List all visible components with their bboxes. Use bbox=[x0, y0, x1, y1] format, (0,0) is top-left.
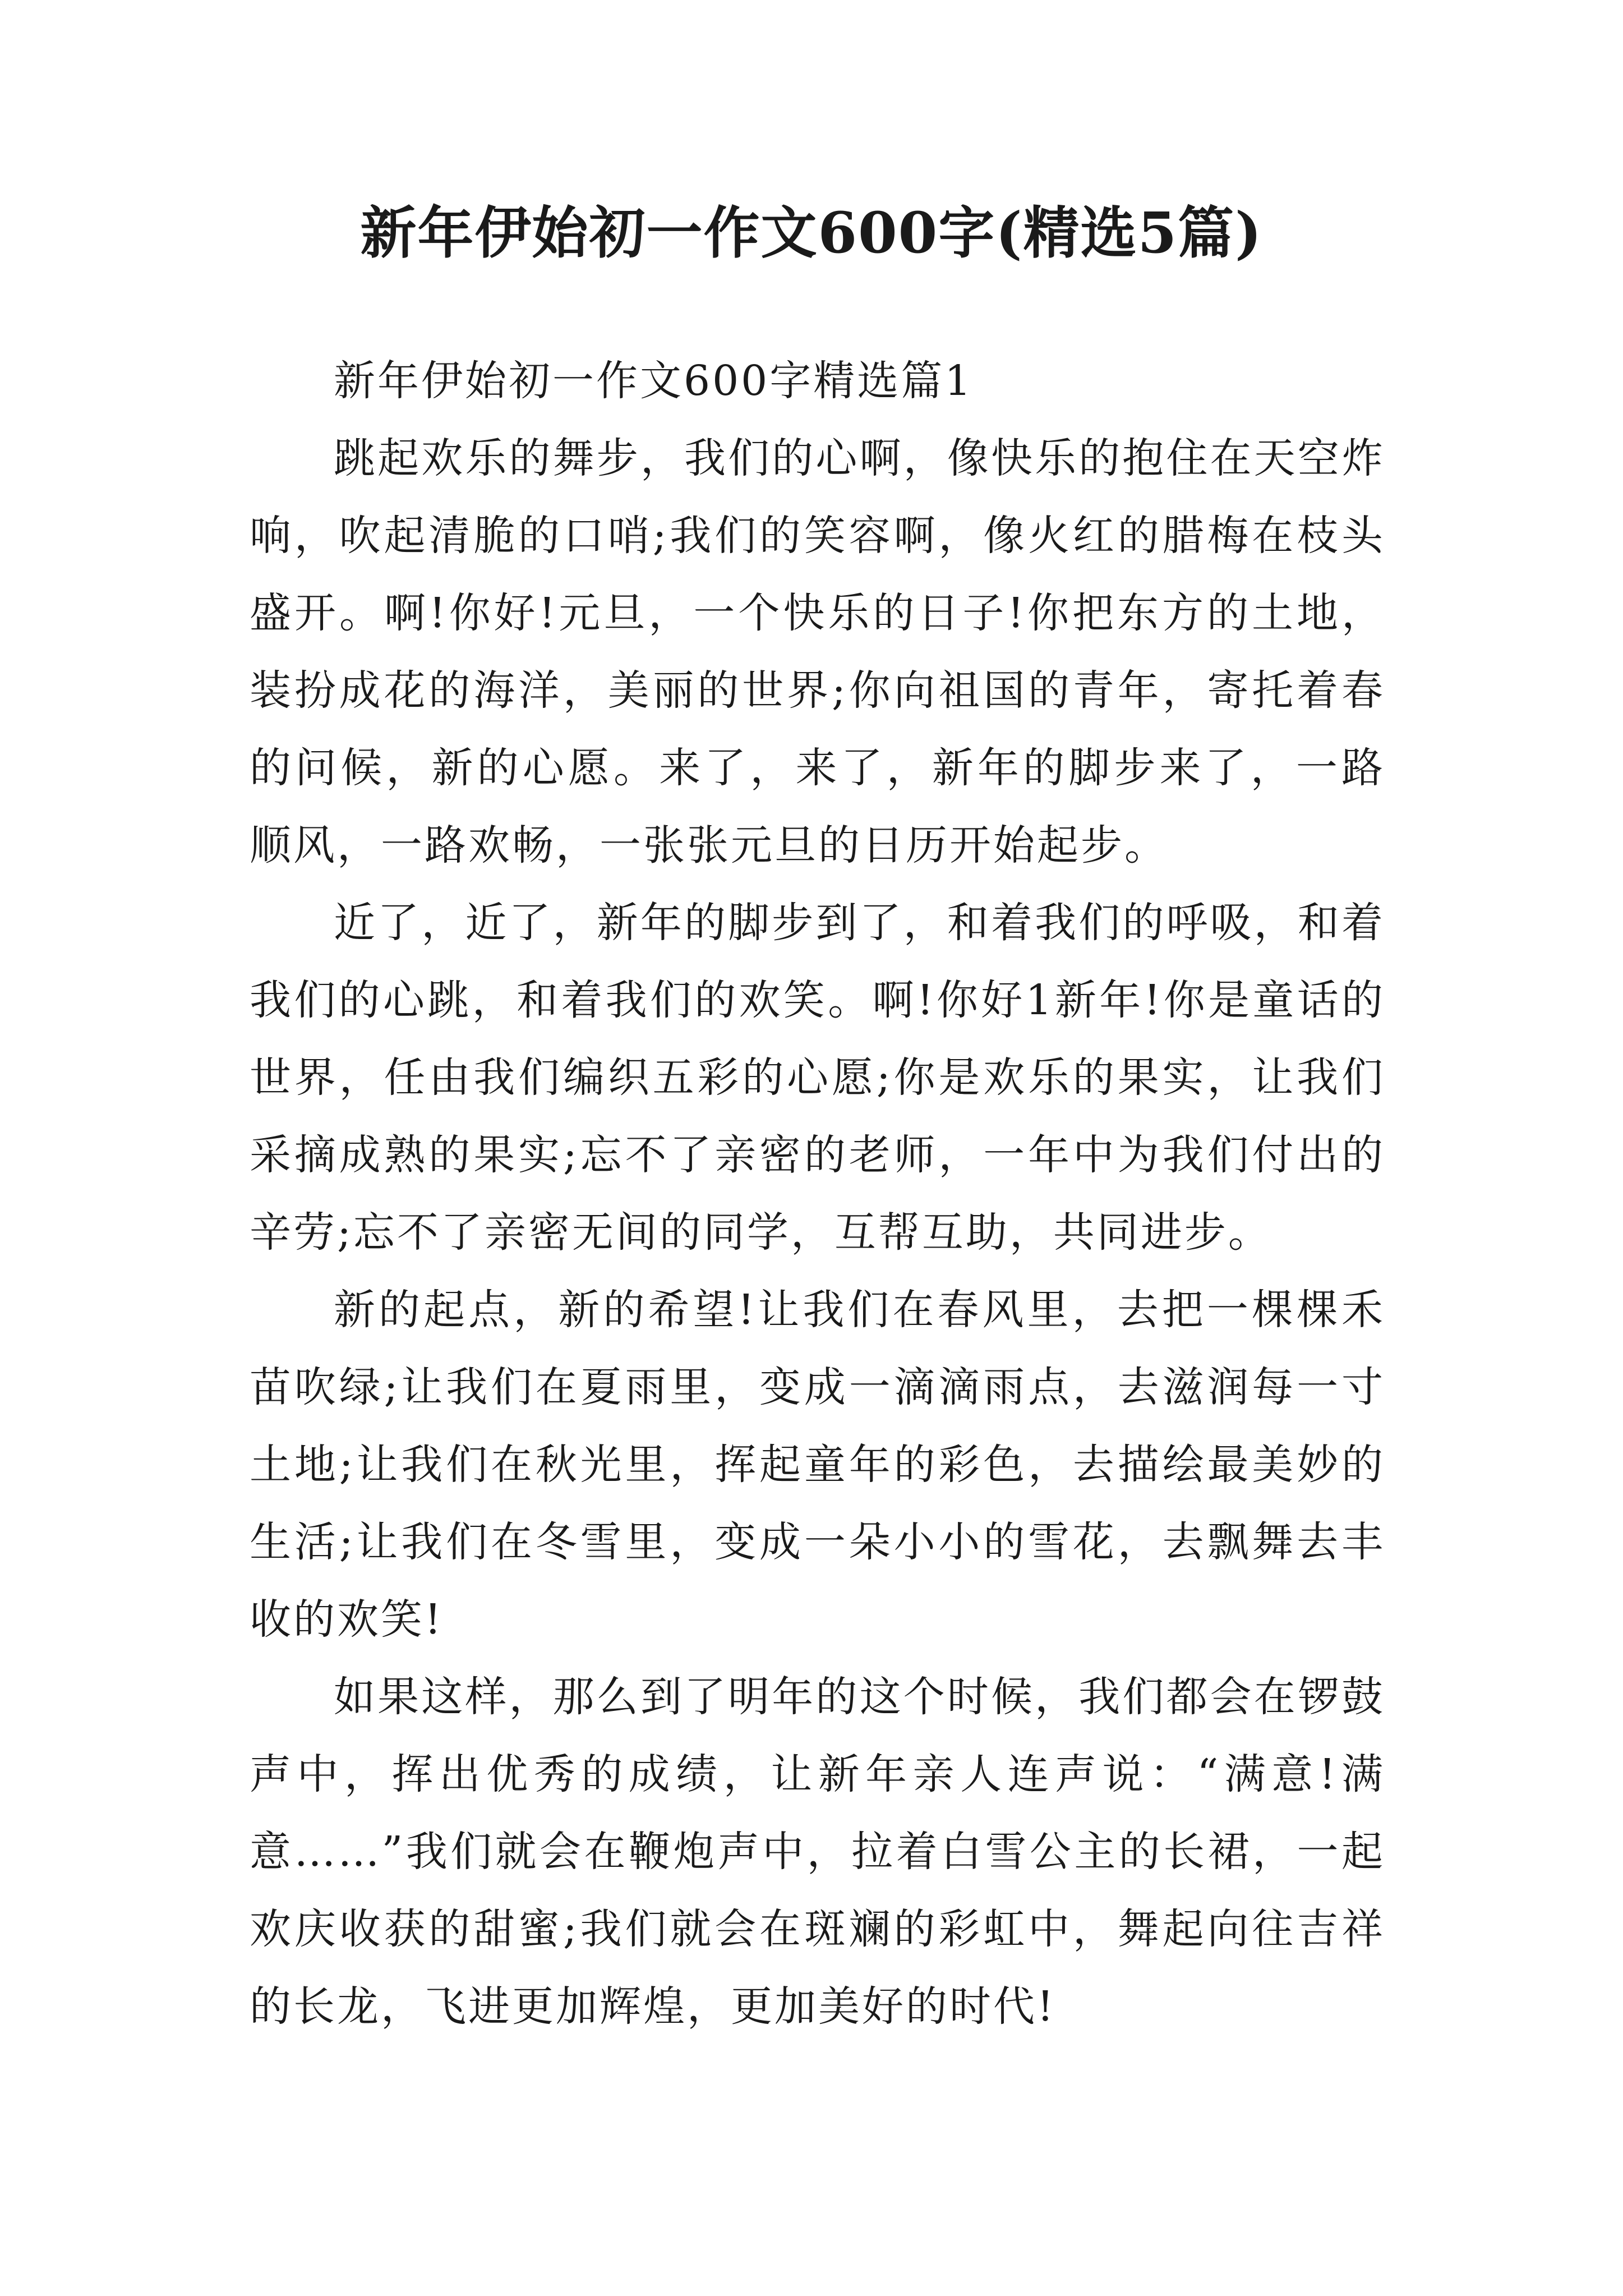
paragraph: 跳起欢乐的舞步，我们的心啊，像快乐的抱住在天空炸响，吹起清脆的口哨;我们的笑容啊，像火红的腊梅在枝头盛开。啊!你好!元旦，一个快乐的日子!你把东方的土地，装扮成花的海洋，美丽的世界;你向祖国的青年，寄托着春的问候，新的心愿。来了，来了，新年的脚步来了，一路顺风，一路欢畅，一张张元旦的日历开始起步。 bbox=[250, 434, 1385, 869]
paragraph: 近了，近了，新年的脚步到了，和着我们的呼吸，和着我们的心跳，和着我们的欢笑。啊!你好1新年!你是童话的世界，任由我们编织五彩的心愿;你是欢乐的果实，让我们采摘成熟的果实;忘不了亲密的老师，一年中为我们付出的辛劳;忘不了亲密无间的同学，互帮互助，共同进步。 bbox=[250, 899, 1385, 1257]
document-body bbox=[250, 342, 1385, 2045]
section-heading: 新年伊始初一作文600字精选篇1 bbox=[334, 357, 974, 405]
paragraph: 如果这样，那么到了明年的这个时候，我们都会在锣鼓声中，挥出优秀的成绩，让新年亲人连声说：“满意!满意……”我们就会在鞭炮声中，拉着白雪公主的长裙，一起欢庆收获的甜蜜;我们就会在斑斓的彩虹中，舞起向往吉祥的长龙，飞进更加辉煌，更加美好的时代! bbox=[250, 1673, 1385, 2031]
document-title: 新年伊始初一作文600字(精选5篇) bbox=[360, 200, 1263, 266]
paragraph: 新的起点，新的希望!让我们在春风里，去把一棵棵禾苗吹绿;让我们在夏雨里，变成一滴滴雨点，去滋润每一寸土地;让我们在秋光里，挥起童年的彩色，去描绘最美妙的生活;让我们在冬雪里，变成一朵小小的雪花，去飘舞去丰收的欢笑! bbox=[250, 1286, 1385, 1644]
